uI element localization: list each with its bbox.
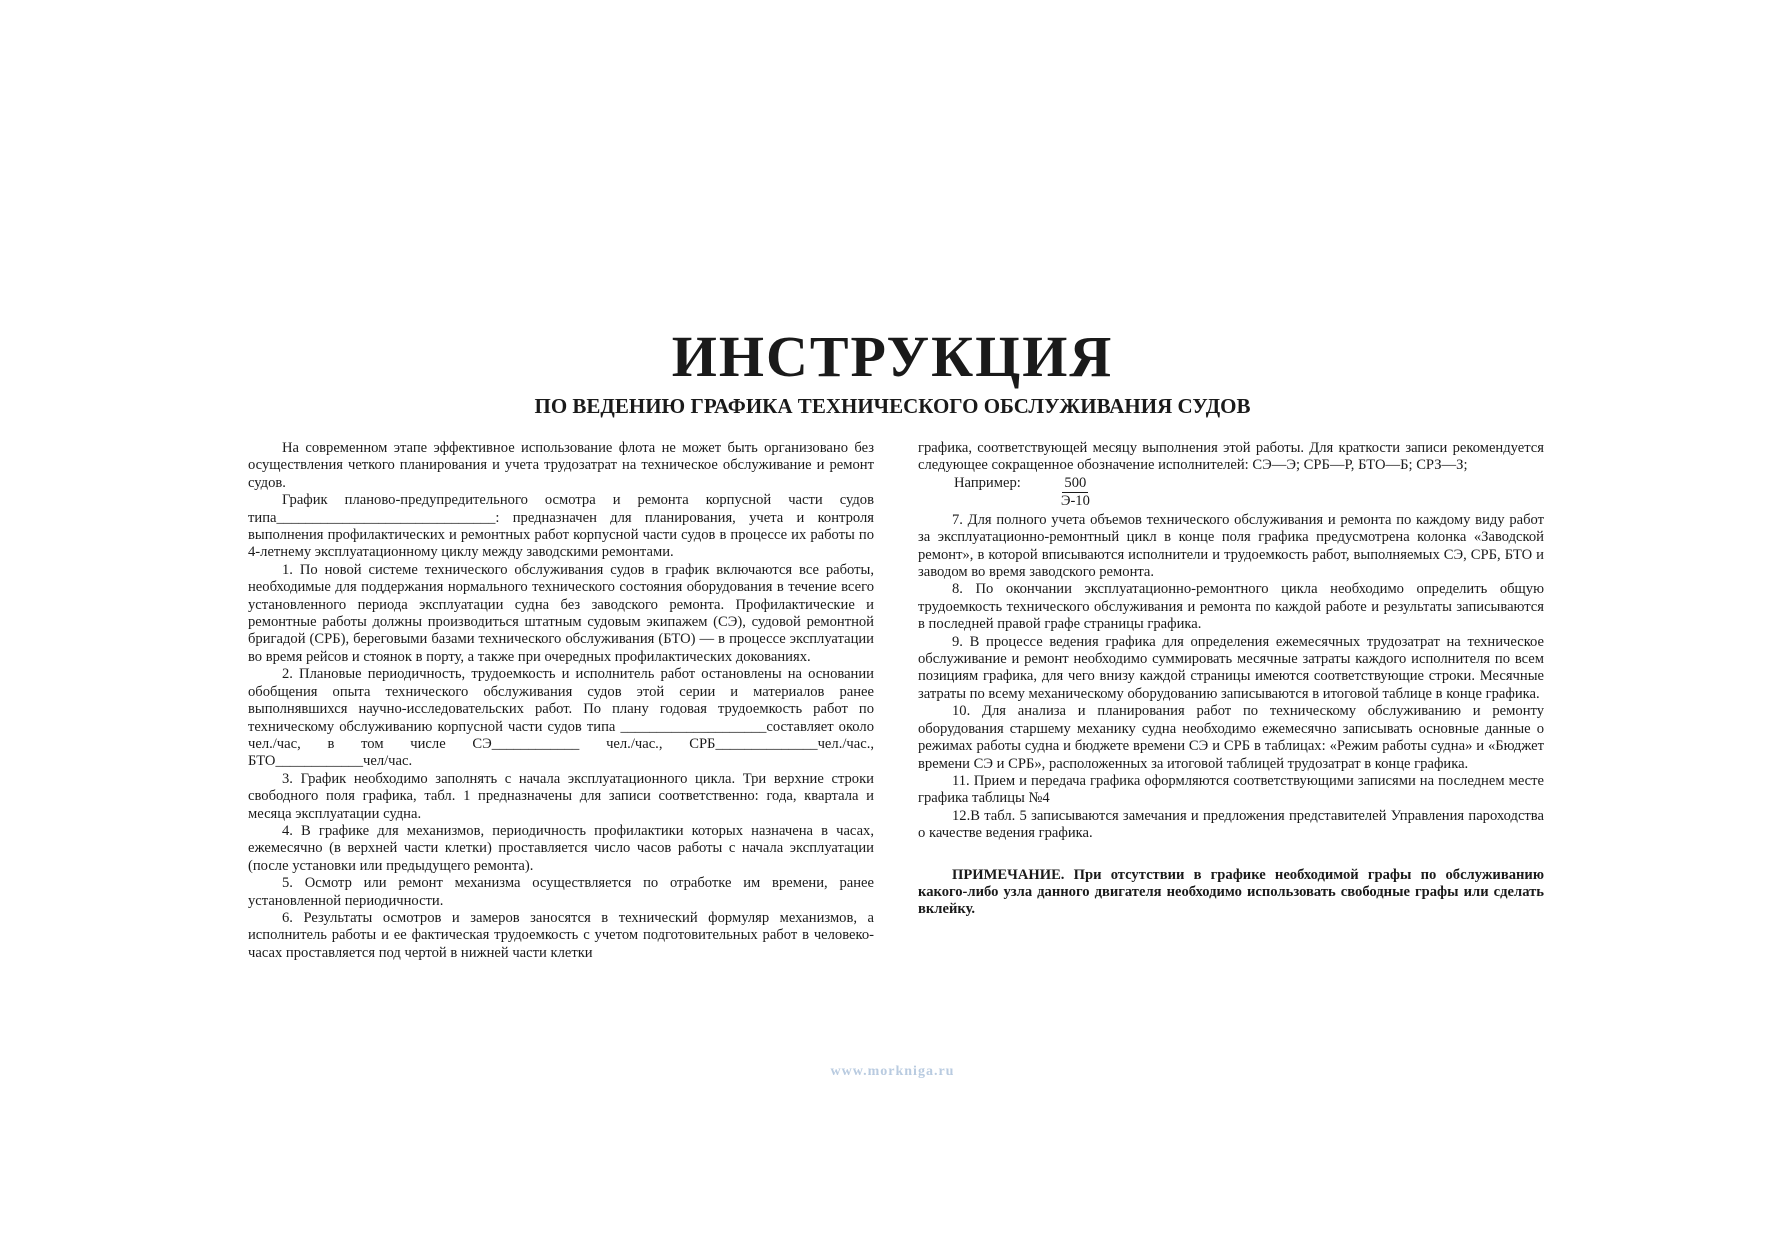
paragraph-item-3: 3. График необходимо заполнять с начала эксплуатационного цикла. Три верхние строки свободного поля графика, табл. 1 предназначены для записи соответственно: года, квартала и месяца эксплуатации судна. bbox=[248, 770, 874, 822]
example-label: Например: bbox=[954, 474, 1021, 491]
watermark-text: www.morkniga.ru bbox=[830, 1064, 955, 1079]
paragraph-item-6: 6. Результаты осмотров и замеров заносятся в технический формуляр механизмов, а исполнитель работы и ее фактическая трудоемкость с учетом подготовительных работ в человеко-часах проставляется под чертой в нижней части клетки bbox=[248, 909, 874, 961]
example-block bbox=[954, 475, 1544, 510]
paragraph-item-5: 5. Осмотр или ремонт механизма осуществляется по отработке им времени, ранее установленной периодичности. bbox=[248, 875, 874, 909]
paragraph-intro: На современном этапе эффективное использование флота не может быть организовано без осуществления четкого планирования и учета трудозатрат на техническое обслуживание и ремонт судов. bbox=[248, 440, 874, 491]
paragraph-item-2: 2. Плановые периодичность, трудоемкость и исполнитель работ остановлены на основании обобщения опыта технического обслуживания судов этой серии и материалов ранее выполнявшихся научно-исследовательских работ. По плану годовая трудоемкость работ по техническому обслуживанию корпусной части судов типа ____________________составляет около чел./час, в том числе СЭ____________ чел./час., СРБ______________чел./час., БТО____________чел/час. bbox=[248, 666, 874, 770]
document-subtitle: ПО ВЕДЕНИЮ ГРАФИКА ТЕХНИЧЕСКОГО ОБСЛУЖИВАНИЯ СУДОВ bbox=[534, 394, 1251, 418]
note-paragraph: ПРИМЕЧАНИЕ. При отсутствии в графике необходимой графы по обслуживанию какого-либо узла данного двигателя необходимо использовать свободные графы или сделать вклейку. bbox=[918, 866, 1544, 918]
paragraph-item-6-continued: графика, соответствующей месяцу выполнения этой работы. Для краткости записи рекомендуется следующее сокращенное обозначение исполнителей: СЭ—Э; СРБ—Р, БТО—Б; СРЗ—З; bbox=[918, 440, 1544, 474]
paragraph-item-12: 12.В табл. 5 записываются замечания и предложения представителей Управления пароходства о качестве ведения графика. bbox=[918, 807, 1544, 842]
paragraph-item-4: 4. В графике для механизмов, периодичность профилактики которых назначена в часах, ежемесячно (в верхней части клетки) проставляется число часов работы с начала эксплуатации (после установки или предыдущего ремонта). bbox=[248, 822, 874, 874]
paragraph-item-1: 1. По новой системе технического обслуживания судов в график включаются все работы, необходимые для поддержания нормального технического состояния оборудования в течение всего установленного периода эксплуатации судна без заводского ремонта. Профилактические и ремонтные работы должны производиться штатным судовым экипажем (СЭ), судовой ремонтной бригадой (СРБ), береговыми базами технического обслуживания (БТО) — в процессе эксплуатации во время рейсов и стоянок в порту, а также при очередных профилактических докованиях. bbox=[248, 561, 874, 665]
left-column bbox=[248, 440, 874, 962]
paragraph-item-7: 7. Для полного учета объемов технического обслуживания и ремонта по каждому виду работ за эксплуатационно-ремонтный цикл в конце поля графика предусмотрена колонка «Заводской ремонт», в которой вписываются исполнители и трудоемкость работ, выполняемых СЭ, СРБ, БТО и заводом во время заводского ремонта. bbox=[918, 511, 1544, 581]
paragraph-item-9: 9. В процессе ведения графика для определения ежемесячных трудозатрат на техническое обслуживание и ремонт необходимо суммировать месячные затраты каждого исполнителя по всем позициям графика, для чего внизу каждой страницы имеются соответствующие строки. Месячные затраты по всему механическому оборудованию записываются в итоговой таблице в конце графика. bbox=[918, 633, 1544, 702]
paragraph-schedule-purpose: График планово-предупредительного осмотра и ремонта корпусной части судов типа______________________________: предназначен для планирования, учета и контроля выполнения профилактических и ремонтных работ корпусной части судов в процессе их работы по 4-летнему эксплуатационному циклу между заводскими ремонтами. bbox=[248, 492, 874, 561]
example-numerator: 500 bbox=[1064, 474, 1087, 491]
paragraph-item-10: 10. Для анализа и планирования работ по техническому обслуживанию и ремонту оборудования старшему механику судна необходимо ежемесячно записывать основные данные о режимах работы судна и бюджете времени СЭ и СРБ в таблицах: «Режим работы судна» и «Бюджет времени СЭ и СРБ», расположенных за итоговой таблицей трудозатрат в конце графика. bbox=[918, 703, 1544, 772]
right-column bbox=[918, 440, 1544, 919]
document-title: ИНСТРУКЦИЯ bbox=[671, 324, 1114, 389]
example-fraction bbox=[1061, 475, 1090, 510]
paragraph-item-8: 8. По окончании эксплуатационно-ремонтного цикла необходимо определить общую трудоемкость технического обслуживания и ремонта по каждой работе и результаты записываются в последней правой графе страницы графика. bbox=[918, 581, 1544, 633]
paragraph-item-11: 11. Прием и передача графика оформляются соответствующими записями на последнем месте графика таблицы №4 bbox=[918, 772, 1544, 807]
example-denominator: Э-10 bbox=[1060, 492, 1090, 509]
